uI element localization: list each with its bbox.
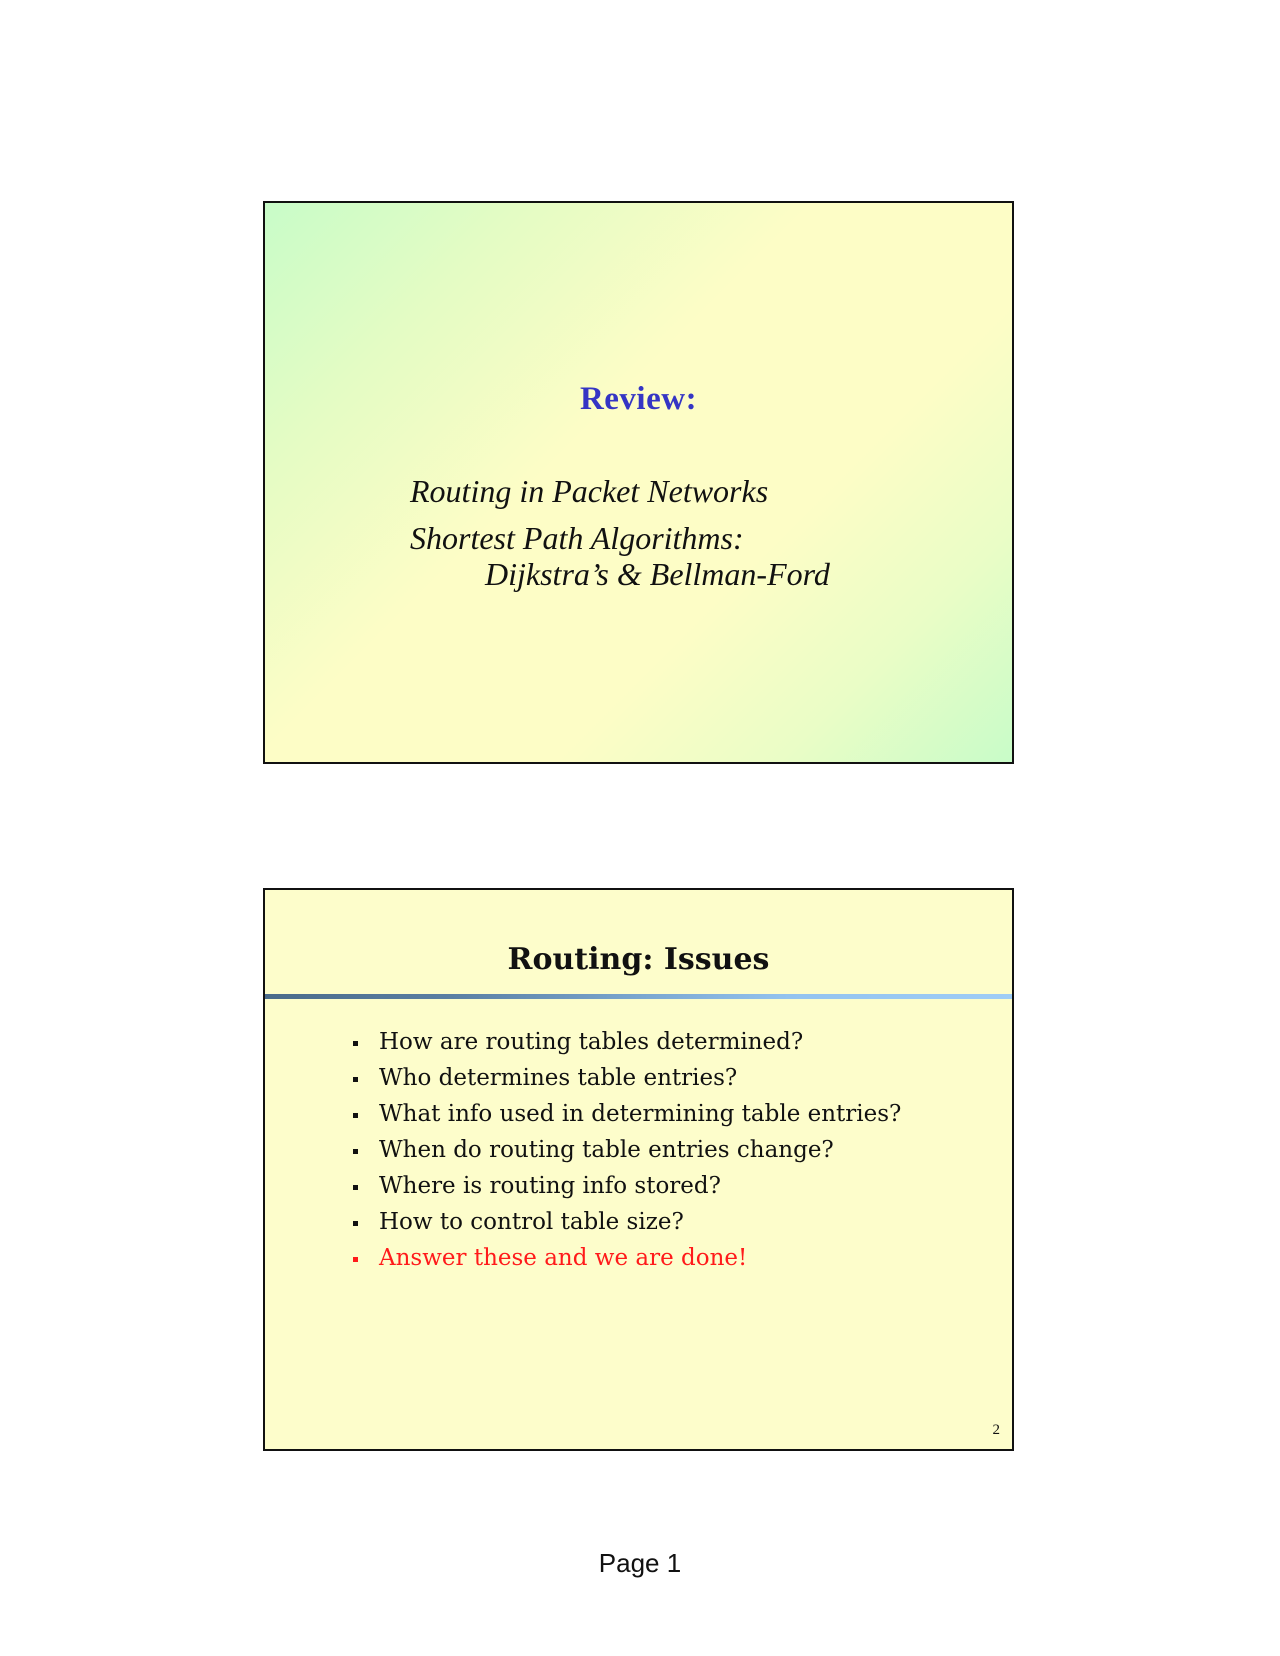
- bullet-text: What info used in determining table entries?: [379, 1101, 902, 1127]
- slide-number: 2: [992, 1422, 1000, 1438]
- title-divider-bar: [265, 994, 1012, 999]
- slide-routing-issues: [263, 888, 1014, 1451]
- bullet-square-icon: [353, 1113, 358, 1118]
- bullet-item: [350, 1060, 901, 1096]
- bullet-item: [350, 1168, 901, 1204]
- bullet-text: How are routing tables determined?: [379, 1029, 804, 1055]
- slide-review: [263, 201, 1014, 764]
- bullet-item: [350, 1204, 901, 1240]
- bullet-item: [350, 1024, 901, 1060]
- subtitle-shortest-path: Shortest Path Algorithms:: [410, 520, 744, 556]
- bullet-text: How to control table size?: [379, 1209, 684, 1235]
- bullet-square-icon: [353, 1041, 358, 1046]
- bullet-square-icon: [353, 1257, 358, 1262]
- bullet-square-icon: [353, 1221, 358, 1226]
- bullet-item-highlight: [350, 1240, 901, 1276]
- slide-title-routing-issues: Routing: Issues: [507, 942, 770, 977]
- slide-title-review: Review:: [579, 381, 698, 417]
- subtitle-algorithms-names: Dijkstra’s & Bellman-Ford: [485, 556, 830, 592]
- bullet-text: When do routing table entries change?: [379, 1137, 834, 1163]
- bullet-text: Who determines table entries?: [379, 1065, 738, 1091]
- bullet-list: [350, 1024, 901, 1276]
- bullet-square-icon: [353, 1185, 358, 1190]
- bullet-square-icon: [353, 1077, 358, 1082]
- bullet-text: Answer these and we are done!: [379, 1245, 748, 1271]
- bullet-text: Where is routing info stored?: [379, 1173, 721, 1199]
- bullet-item: [350, 1096, 901, 1132]
- subtitle-routing-packet-networks: Routing in Packet Networks: [410, 473, 769, 509]
- bullet-square-icon: [353, 1149, 358, 1154]
- bullet-item: [350, 1132, 901, 1168]
- page-number-footer: Page 1: [598, 1548, 682, 1578]
